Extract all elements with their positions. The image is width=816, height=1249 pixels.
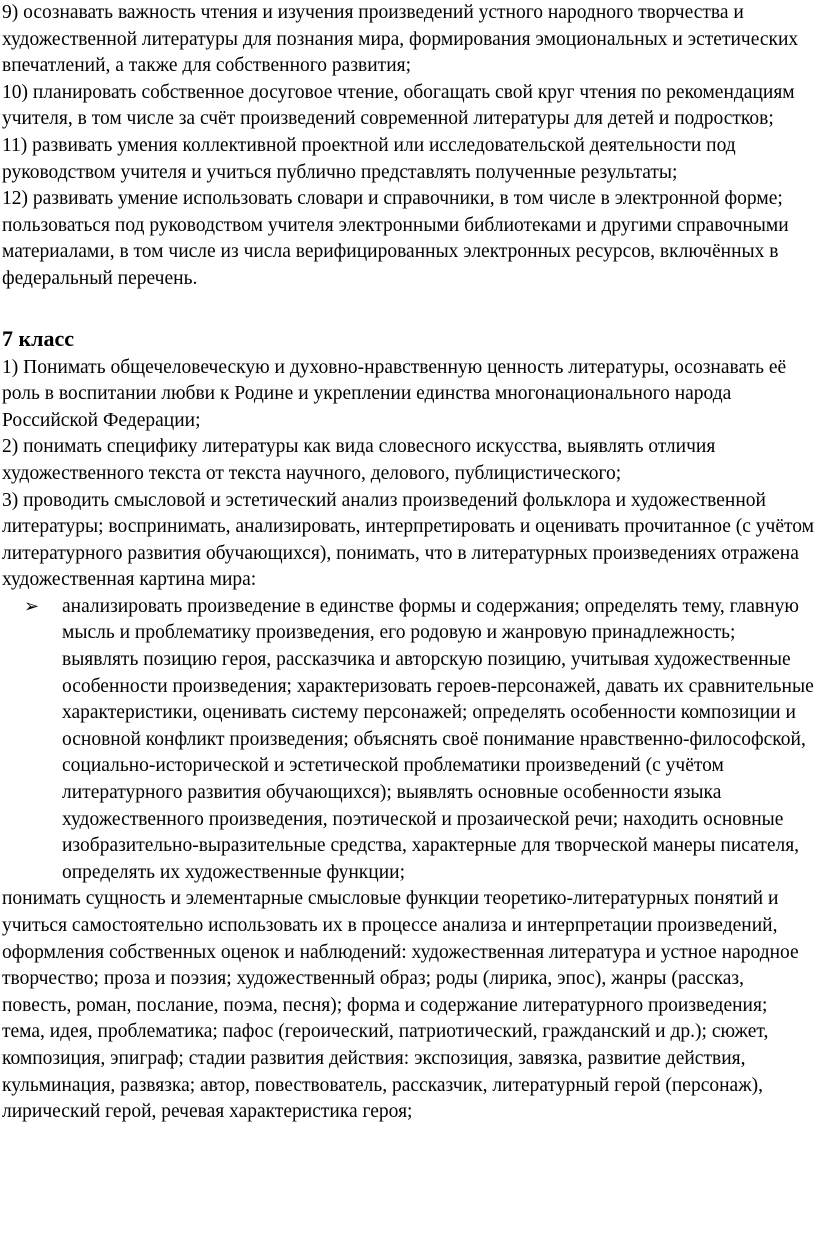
bullet-list xyxy=(2,594,814,887)
paragraph-item-9: 9) осознавать важность чтения и изучения произведений устного народного творчества и художественной литературы для познания мира, формирования эмоциональных и эстетических впечатлений, а также для собственного развития; xyxy=(2,2,799,77)
paragraph-item-2: 2) понимать специфику литературы как вида словесного искусства, выявлять отличия художественного текста от текста научного, делового, публицистического; xyxy=(2,436,716,484)
arrow-bullet-icon: ➢ xyxy=(24,595,40,617)
paragraph-item-12: 12) развивать умение использовать словари и справочники, в том числе в электронной форме; пользоваться под руководством учителя электронными библиотеками и другими справочными материалами, в том числе из числа верифицированных электронных ресурсов, включённых в федеральный перечень. xyxy=(2,188,789,289)
paragraph-item-1: 1) Понимать общечеловеческую и духовно-нравственную ценность литературы, осознавать её роль в воспитании любви к Родине и укреплении единства многонационального народа Российской Федерации; xyxy=(2,356,787,431)
list-item xyxy=(2,594,814,887)
section-heading: 7 класс xyxy=(2,325,75,351)
paragraph-item-10: 10) планировать собственное досуговое чтение, обогащать свой круг чтения по рекомендациям учителя, в том числе за счёт произведений современной литературы для детей и подростков; xyxy=(2,81,795,130)
paragraph-item-3: 3) проводить смысловой и эстетический анализ произведений фольклора и художественной литературы; воспринимать, анализировать, интерпретировать и оценивать прочитанное (с учётом литературного развития обучающихся), понимать, что в литературных произведениях отражена художественная картина мира: xyxy=(2,489,814,591)
paragraph-bottom: понимать сущность и элементарные смысловые функции теоретико-литературных понятий и учиться самостоятельно использовать их в процессе анализа и интерпретации произведений, оформления собственных оценок и наблюдений: художественная литература и устное народное творчество; проза и поэзия; художественный образ; роды (лирика, эпос), жанры (рассказ, повесть, роман, послание, поэма, песня); форма и содержание литературного произведения; тема, идея, проблематика; пафос (героический, патриотический, гражданский и др.); сюжет, композиция, эпиграф; стадии развития действия: экспозиция, завязка, развитие действия, кульминация, развязка; автор, повествователь, рассказчик, литературный герой (персонаж), лирический герой, речевая характеристика героя; xyxy=(2,888,799,1123)
document-page xyxy=(2,0,814,1126)
paragraph-item-11: 11) развивать умения коллективной проектной или исследовательской деятельности под руководством учителя и учиться публично представлять полученные результаты; xyxy=(2,134,736,183)
bullet-text: анализировать произведение в единстве формы и содержания; определять тему, главную мысль и проблематику произведения, его родовую и жанровую принадлежность; выявлять позицию героя, рассказчика и авторскую позицию, учитывая художественные особенности произведения; характеризовать героев-персонажей, давать их сравнительные характеристики, оценивать систему персонажей; определять особенности композиции и основной конфликт произведения; объяснять своё понимание нравственно-философской, социально-исторической и эстетической проблематики произведений (с учётом литературного развития обучающихся); выявлять основные особенности языка художественного произведения, поэтической и прозаической речи; находить основные изобразительно-выразительные средства, характерные для творческой манеры писателя, определять их художественные функции; xyxy=(62,595,814,883)
